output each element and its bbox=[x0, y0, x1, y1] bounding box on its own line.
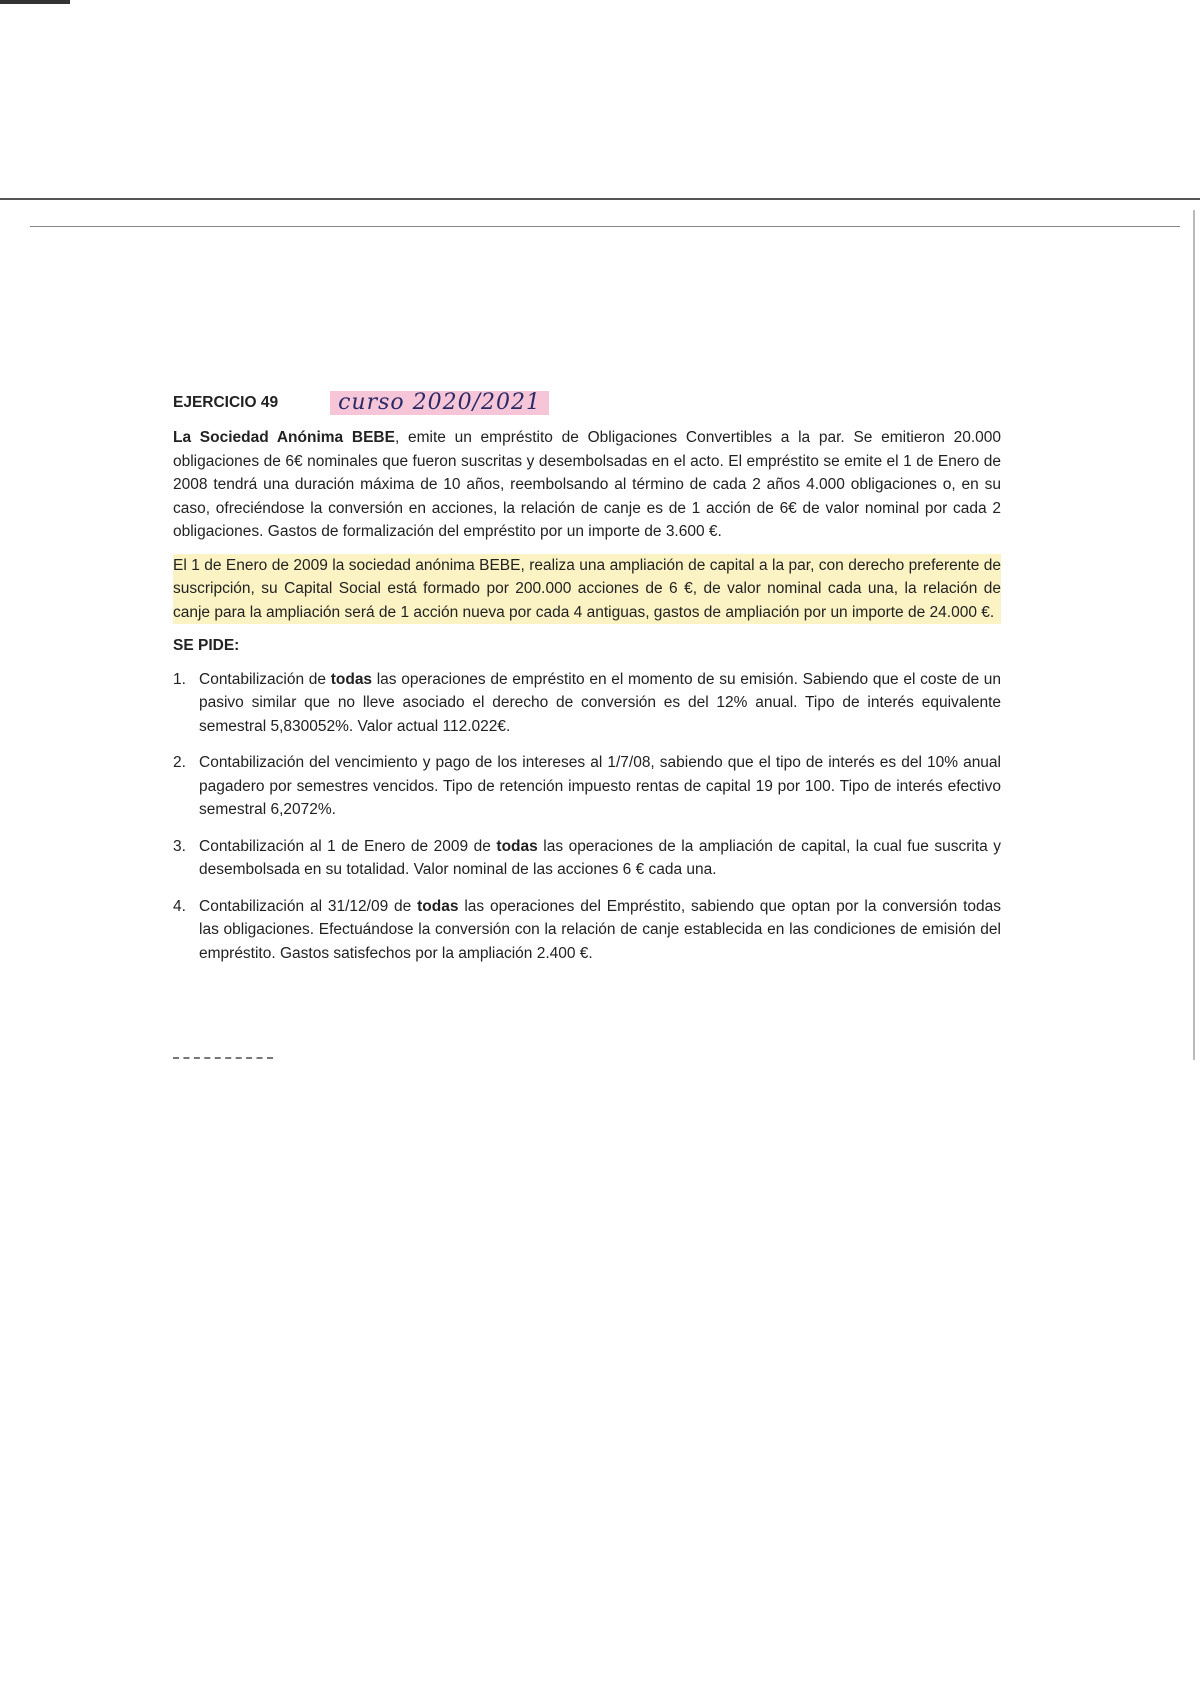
task-text-before: Contabilización al 31/12/09 de bbox=[199, 897, 418, 915]
intro-paragraph-2: El 1 de Enero de 2009 la sociedad anónima BEBE, realiza una ampliación de capital a la par, con derecho preferente de suscripción, su Capital Social está formado por 200.000 acciones de 6 €, de valor nominal cada una, la relación de canje para la ampliación será de 1 acción nueva por cada 4 antiguas, gastos de ampliación por un importe de 24.000 €. bbox=[173, 554, 1001, 625]
task-list bbox=[173, 668, 1001, 966]
task-number: 4. bbox=[173, 897, 186, 915]
company-name: La Sociedad Anónima BEBE bbox=[173, 429, 395, 446]
task-text-before: Contabilización del vencimiento y pago de los intereses al 1/7/08, sabiendo que el tipo de interés es del 10% anual pagadero por semestres vencidos. Tipo de retención impuesto rentas de capital 19 por 100. Tipo de interés efectivo semestral 6,2072%. bbox=[199, 754, 1001, 818]
task-text-before: Contabilización al 1 de Enero de 2009 de bbox=[199, 837, 497, 855]
paper-fold-line bbox=[0, 198, 1200, 200]
task-item-2 bbox=[173, 751, 1001, 822]
task-text-bold: todas bbox=[496, 837, 538, 855]
task-item-1 bbox=[173, 668, 1001, 739]
task-number: 3. bbox=[173, 837, 186, 855]
scan-corner-mark bbox=[0, 0, 70, 4]
task-text-bold: todas bbox=[330, 670, 373, 688]
exercise-title: EJERCICIO 49 bbox=[173, 394, 279, 412]
intro-paragraph-1-text: , emite un empréstito de Obligaciones Convertibles a la par. Se emitieron 20.000 obligaciones de 6€ nominales que fueron suscritas y desembolsadas en el acto. El empréstito se emite el 1 de Enero de 2008 tendrá una duración máxima de 10 años, reembolsando al término de cada 2 años 4.000 obligaciones o, en su caso, ofreciéndose la conversión en acciones, la relación de canje es de 1 acción de 6€ de valor nominal por cada 2 obligaciones. Gastos de formalización del empréstito por un importe de 3.600 €. bbox=[173, 429, 1001, 540]
paper-right-edge bbox=[1193, 210, 1195, 1060]
se-pide-heading: SE PIDE: bbox=[173, 637, 240, 654]
task-item-3 bbox=[173, 835, 1001, 882]
task-text-after: las operaciones del Empréstito, sabiendo que optan por la conversión todas las obligaciones. Efectuándose la conversión con la relación de canje establecida en las condiciones de emisión del empréstito. Gastos satisfechos por la ampliación 2.400 €. bbox=[199, 897, 1002, 962]
cut-off-next-heading bbox=[173, 1057, 273, 1059]
task-text-after: las operaciones de la ampliación de capital, la cual fue suscrita y desembolsada en su totalidad. Valor nominal de las acciones 6 € cada una. bbox=[199, 837, 1001, 878]
exercise-document bbox=[173, 388, 1001, 978]
task-text-before: Contabilización de bbox=[199, 670, 331, 688]
paper-fold-line-secondary bbox=[30, 226, 1180, 227]
task-number: 1. bbox=[173, 670, 186, 688]
task-text-bold: todas bbox=[417, 897, 459, 915]
title-row bbox=[173, 388, 1001, 418]
task-text-after: las operaciones de empréstito en el momento de su emisión. Sabiendo que el coste de un pasivo similar que no lleve asociado el derecho de conversión es del 12% anual. Tipo de interés equivalente semestral 5,830052%. Valor actual 112.022€. bbox=[199, 670, 1001, 735]
handwritten-course-note: curso 2020/2021 bbox=[330, 391, 549, 415]
task-number: 2. bbox=[173, 754, 186, 771]
task-item-4 bbox=[173, 895, 1001, 966]
intro-paragraph-1 bbox=[173, 426, 1001, 544]
